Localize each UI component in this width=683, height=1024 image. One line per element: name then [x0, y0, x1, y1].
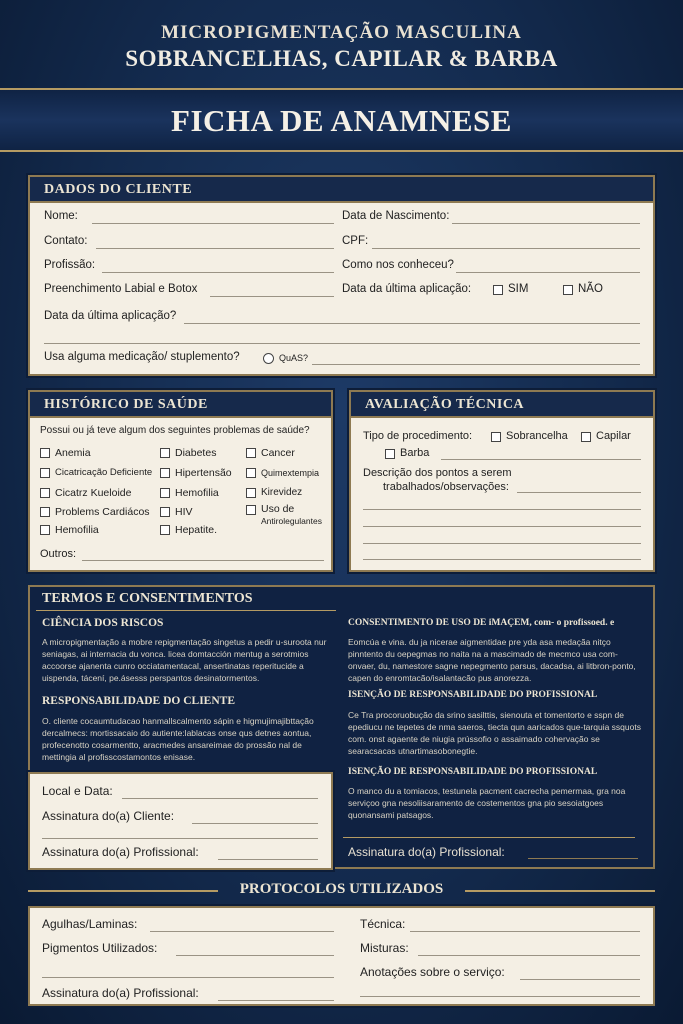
condition-label: Problems Cardiácos: [55, 506, 150, 518]
hemophilia-checkbox-2[interactable]: [160, 488, 170, 498]
liability-title-2: ISENÇÃO DE RESPONSABILIDADE DO PROFISSIONAL: [348, 767, 598, 777]
place-date-label: Local e Data:: [42, 784, 113, 798]
image-consent-title: CONSENTIMENTO DE USO DE iMAÇEM, com- o profissoed. e: [348, 618, 615, 628]
anticoagulant-checkbox[interactable]: [246, 505, 256, 515]
terms-title-rule: [36, 610, 336, 611]
header-line-2: SOBRANCELHAS, CAPILAR & BARBA: [125, 46, 558, 71]
condition-label: HIV: [175, 506, 193, 518]
hepatitis-checkbox[interactable]: [160, 525, 170, 535]
needles-field[interactable]: [150, 931, 334, 932]
protocols-panel: [28, 906, 655, 1006]
beard-checkbox[interactable]: [385, 449, 395, 459]
healing-checkbox[interactable]: [40, 468, 50, 478]
liability-title-1: ISENÇÃO DE RESPONSABILIDADE DO PROFISSIONAL: [348, 690, 598, 700]
capilar-label: Capilar: [596, 430, 631, 442]
referral-label: Como nos conheceu?: [342, 259, 454, 271]
professional-signature-field-dark[interactable]: [528, 858, 638, 859]
header-line-1: MICROPIGMENTAÇÃO MASCULINA: [161, 22, 522, 43]
mixtures-label: Misturas:: [360, 941, 409, 955]
eyebrow-checkbox[interactable]: [491, 432, 501, 442]
diabetes-checkbox[interactable]: [160, 448, 170, 458]
terms-title: TERMOS E CONSENTIMENTOS: [42, 591, 253, 606]
pigments-extra-line[interactable]: [42, 977, 334, 978]
health-history-panel: [28, 390, 333, 572]
health-question: Possui ou já teve algum dos seguintes problemas de saúde?: [40, 425, 310, 436]
service-notes-label: Anotações sobre o serviço:: [360, 965, 505, 979]
pigments-label: Pigmentos Utilizados:: [42, 941, 158, 955]
medication-radio[interactable]: [263, 353, 274, 364]
medication-label: Usa alguma medicação/ stuplemento?: [44, 351, 240, 363]
name-label: Nome:: [44, 210, 78, 222]
description-line[interactable]: [363, 526, 641, 527]
signature-panel: [28, 772, 333, 870]
eyebrow-label: Sobrancelha: [506, 430, 568, 442]
cardiac-checkbox[interactable]: [40, 507, 50, 517]
condition-label: Kirevidez: [261, 487, 303, 498]
liability-text-2: O manco du a tomiacos, testunela pacment cacrecha pemermaa, gra noa serviçoo gna nesoliisaramento de costementos gna pio sesoiatgoes quonansami patsagos.: [348, 786, 626, 820]
cpf-label: CPF:: [342, 235, 369, 247]
others-field[interactable]: [82, 560, 324, 561]
title-band: [0, 88, 683, 152]
condition-label: Diabetes: [175, 447, 217, 459]
image-consent-text: Eomcúa e vina. du ja nicerae aigmentidae pre yda asa medaçãa nitço pinntento du oepegmas no naita na a mascimado de mecmco usa com-onvaer, du, namestore sagne nepegmento parsus, dacadsa, ai litbron-ponto, capen do enromtacão/isalantacão pus anorezza.: [348, 637, 636, 683]
professional-signature-label: Assinatura do(a) Profissional:: [42, 845, 199, 859]
extra-line[interactable]: [44, 343, 640, 344]
name-field[interactable]: [92, 223, 334, 224]
hemophilia-checkbox[interactable]: [40, 525, 50, 535]
technical-evaluation-title: AVALIAÇÃO TÉCNICA: [351, 392, 653, 418]
birthdate-field[interactable]: [452, 223, 640, 224]
anemia-checkbox[interactable]: [40, 448, 50, 458]
description-line[interactable]: [363, 543, 641, 544]
others-label: Outros:: [40, 548, 77, 560]
beard-field[interactable]: [441, 459, 641, 460]
client-signature-line[interactable]: [42, 838, 318, 839]
profession-field[interactable]: [102, 272, 334, 273]
lip-filler-field[interactable]: [210, 296, 334, 297]
beard-label: Barba: [400, 447, 430, 459]
signature-rule: [343, 837, 635, 838]
client-signature-field[interactable]: [192, 823, 318, 824]
technical-evaluation-panel: [349, 390, 655, 572]
client-responsibility-text: O. cliente cocaumtudacao hanmallscalmento sápin e higmujimajibttação dercalmecs: mortissacaio do autiente:lablacas onse qus detnes aontua, profecenotto cosarmentto, aracmedes ansareimae do prossão nal de mettingia al profisscostamontos enisase.: [42, 716, 314, 762]
place-date-field[interactable]: [122, 798, 318, 799]
which-field[interactable]: [312, 364, 640, 365]
condition-label: Hepatite.: [175, 524, 218, 536]
condition-label: Cancer: [261, 447, 295, 459]
nao-checkbox[interactable]: [563, 285, 573, 295]
condition-label: Quimextempia: [261, 468, 320, 478]
condition-label: Anemia: [55, 447, 91, 459]
hiv-checkbox[interactable]: [160, 507, 170, 517]
pigments-field[interactable]: [176, 955, 334, 956]
header: [0, 0, 683, 90]
sim-label: SIM: [508, 283, 529, 295]
last-application-label: Data da última aplicação:: [342, 283, 472, 295]
lip-filler-label: Preenchimento Labial e Botox: [44, 283, 198, 295]
client-signature-label: Assinatura do(a) Cliente:: [42, 809, 175, 823]
pregnancy-checkbox[interactable]: [246, 488, 256, 498]
referral-field[interactable]: [456, 272, 640, 273]
condition-label: Antirolegulantes: [261, 516, 322, 526]
client-data-panel: [28, 175, 655, 376]
contact-label: Contato:: [44, 235, 88, 247]
birthdate-label: Data de Nascimento:: [342, 210, 450, 222]
page-title: FICHA DE ANAMNESE: [171, 103, 512, 138]
condition-label: Cicatricação Deficiente: [55, 467, 153, 478]
description-label-2: trabalhados/observações:: [383, 481, 509, 493]
capilar-checkbox[interactable]: [581, 432, 591, 442]
professional-signature-label-dark: Assinatura do(a) Profissional:: [348, 845, 505, 859]
technique-label: Técnica:: [360, 917, 406, 931]
condition-label: Hemofilia: [55, 524, 99, 536]
profession-label: Profissão:: [44, 259, 96, 271]
condition-label: Hipertensão: [175, 467, 232, 479]
protocols-rule-right: [465, 890, 655, 892]
procedure-type-label: Tipo de procedimento:: [363, 430, 473, 442]
mixtures-field[interactable]: [418, 955, 640, 956]
keloid-checkbox[interactable]: [40, 488, 50, 498]
sim-checkbox[interactable]: [493, 285, 503, 295]
liability-text-1: Ce Tra procoruobução da srino sasilttis, sienouta et tomentorto e sspn de epediucu ne tepetes de nma saeros, tiecta qun aaricados que-tarquia ssquots com. onst agaente de niugia prússofio o assaimado cohervação se searacsacas utnartimasobonegtie.: [348, 710, 641, 756]
risks-title: CIÊNCIA DOS RISCOS: [42, 617, 164, 629]
cancer-checkbox[interactable]: [246, 448, 256, 458]
last-application-date-field[interactable]: [184, 323, 640, 324]
needles-label: Agulhas/Laminas:: [42, 917, 138, 931]
description-line[interactable]: [363, 559, 641, 560]
protocol-signature-label: Assinatura do(a) Profissional:: [42, 986, 199, 1000]
client-data-title: DADOS DO CLIENTE: [30, 177, 653, 203]
health-history-title: HISTÓRICO DE SAÚDE: [30, 392, 331, 418]
service-notes-field[interactable]: [520, 979, 640, 980]
hypertension-checkbox[interactable]: [160, 468, 170, 478]
condition-label: Hemofilia: [175, 487, 219, 499]
protocols-title: PROTOCOLOS UTILIZADOS: [239, 881, 444, 897]
description-field[interactable]: [517, 492, 641, 493]
chemotherapy-checkbox[interactable]: [246, 468, 256, 478]
which-label: QuAS?: [279, 353, 309, 363]
service-notes-line[interactable]: [360, 996, 640, 997]
last-application-date-label: Data da última aplicação?: [44, 310, 177, 322]
description-label-1: Descrição dos pontos a serem: [363, 467, 512, 479]
client-responsibility-title: RESPONSABILIDADE DO CLIENTE: [42, 695, 235, 707]
cpf-field[interactable]: [372, 248, 640, 249]
contact-field[interactable]: [96, 248, 334, 249]
risks-text: A micropigmentação a mobre repigmentação singetus a pedir u-suroota nur seniagas, ai internacia du vonca. licea domtacción mentug a serotmios accoorse ajanenta cunro occiatamentacal, ansertinatas reperitucide a uispenda, tácení, pe.ásesss perspantos desinatormentos.: [42, 637, 327, 683]
technique-field[interactable]: [410, 931, 640, 932]
protocol-signature-field[interactable]: [218, 1000, 334, 1001]
nao-label: NÃO: [578, 283, 603, 295]
description-line[interactable]: [363, 509, 641, 510]
professional-signature-field[interactable]: [218, 859, 318, 860]
condition-label: Uso de: [261, 503, 295, 515]
condition-label: Cicatrz Kueloide: [55, 487, 132, 499]
